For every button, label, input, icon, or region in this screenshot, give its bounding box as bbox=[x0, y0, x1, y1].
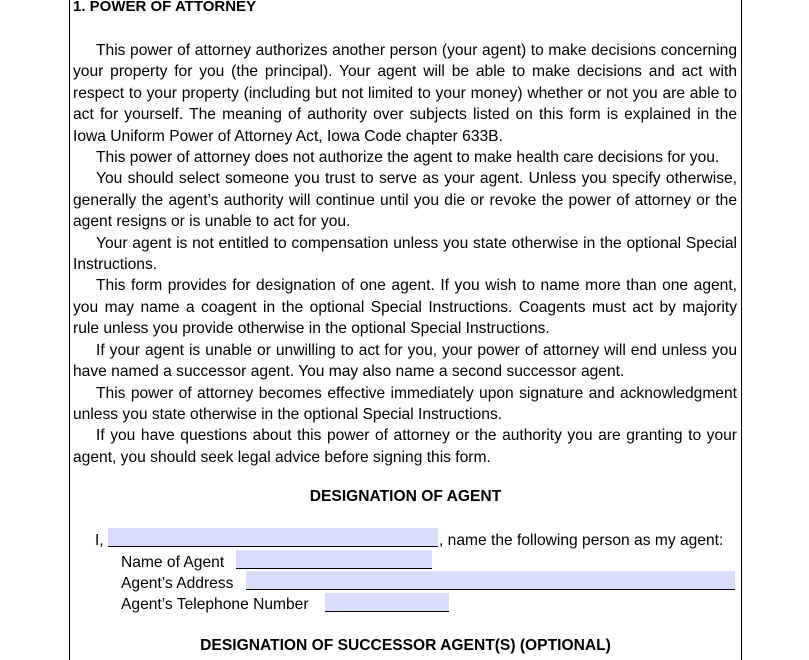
paragraph-select-agent: You should select someone you trust to serve as your agent. Unless you specify otherwise, generally the agent’s authority will continue until you die or revoke the power of attorney or the agent resigns or is unable to act for you. bbox=[73, 170, 737, 231]
paragraph-successor: If your agent is unable or unwilling to act for you, your power of attorney will end unless you have named a successor agent. You may also name a second successor agent. bbox=[73, 341, 737, 381]
paragraph-coagent: This form provides for designation of one agent. If you wish to name more than one agent, you may name a coagent in the optional Special Instructions. Coagents must act by majority rule unless you provide otherwise in the optional Special Instructions. bbox=[73, 277, 737, 338]
agent-address-label: Agent’s Address bbox=[121, 575, 234, 592]
agent-address-field[interactable] bbox=[246, 571, 735, 590]
designation-of-agent-heading: DESIGNATION OF AGENT bbox=[309, 488, 502, 505]
agent-phone-label: Agent’s Telephone Number bbox=[121, 596, 309, 613]
principal-name-field[interactable] bbox=[108, 528, 438, 547]
successor-agent-heading: DESIGNATION OF SUCCESSOR AGENT(S) (OPTIONAL) bbox=[200, 637, 611, 654]
section-heading: 1. POWER OF ATTORNEY bbox=[73, 0, 257, 15]
agent-name-field[interactable] bbox=[236, 550, 432, 569]
paragraph-effective: This power of attorney becomes effective immediately upon signature and acknowledgment unless you state otherwise in the optional Special Instructions. bbox=[73, 384, 737, 423]
principal-prefix: I, bbox=[95, 532, 104, 549]
paragraph-legal-advice: If you have questions about this power of attorney or the authority you are granting to your agent, you should seek legal advice before signing this form. bbox=[73, 427, 737, 466]
agent-name-label: Name of Agent bbox=[121, 554, 225, 571]
paragraph-compensation: Your agent is not entitled to compensation unless you state otherwise in the optional Special Instructions. bbox=[73, 234, 737, 274]
paragraph-authorization: This power of attorney authorizes another person (your agent) to make decisions concerning your property for you (the principal). Your agent will be able to make decisions and act with respect to your property (including but not limited to your money) whether or not you are able to act for yourself. The meaning of authority over subjects listed on this form is explained in the Iowa Uniform Power of Attorney Act, Iowa Code chapter 633B. bbox=[73, 42, 737, 145]
instructions-body bbox=[73, 40, 737, 468]
agent-phone-field[interactable] bbox=[325, 593, 449, 612]
paragraph-health-care: This power of attorney does not authorize the agent to make health care decisions for you. bbox=[96, 149, 720, 167]
principal-suffix: , name the following person as my agent: bbox=[439, 532, 724, 549]
